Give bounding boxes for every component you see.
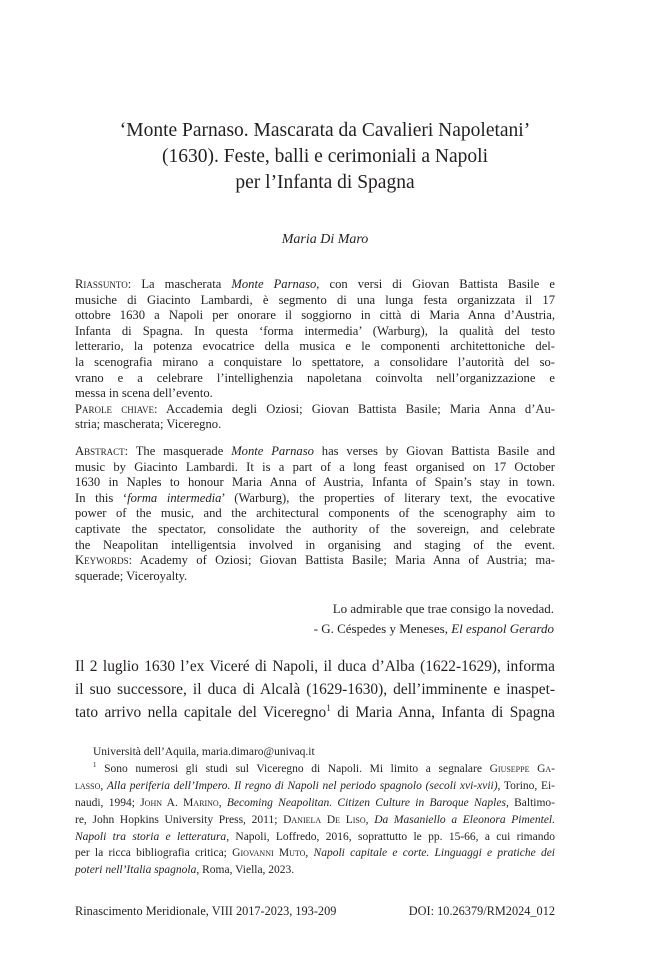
footnote-ref[interactable]: 1 <box>326 703 331 714</box>
riassunto-line: Riassunto: La mascherata Monte Parnaso, con versi di Giovan Battista Basile e <box>75 277 555 291</box>
riassunto-line: la scenografia mirano a conquistare lo spettatore, a consolidare l’autorità del so- <box>75 354 555 369</box>
riassunto-line: vrano e a celebrare l’intellighenzia napoletana coinvolta nell’organizzazione e <box>75 370 555 385</box>
abstract-line: 1630 in Naples to honour Maria Anna of Austria, Infanta of Spain’s stay in town. <box>75 475 555 490</box>
keywords-line: Keywords: Academy of Oziosi; Giovan Battista Basile; Maria Anna of Austria; ma- <box>75 553 555 568</box>
epigraph <box>314 599 554 639</box>
title-line: per l’Infanta di Spagna <box>235 172 415 193</box>
article-title <box>60 118 590 196</box>
footnote-line: lasso, Alla periferia dell’Impero. Il regno di Napoli nel periodo spagnolo (secoli xvi-xvii), Torino, Ei- <box>75 779 555 792</box>
parole-chiave-line: stria; mascherata; Viceregno. <box>75 417 222 432</box>
abstract-line: Abstract: The masquerade Monte Parnaso has verses by Giovan Battista Basile and <box>75 444 555 458</box>
body-line: il suo successore, il duca di Alcalà (1629-1630), dell’imminente e inaspet- <box>75 681 555 699</box>
riassunto-label: Riassunto <box>75 277 128 291</box>
journal-citation: Rinascimento Meridionale, VIII 2017-2023, 193-209 <box>75 904 337 918</box>
footnote-line: $^1$ Sono numerosi gli studi sul Viceregno di Napoli. Mi limito a segnalare Giuseppe Ga- <box>93 762 556 775</box>
abstract-block <box>75 444 555 584</box>
footnote-line: poteri nell’Italia spagnola, Roma, Viella, 2023. <box>75 864 295 877</box>
riassunto-line: Infanta di Spagna. In questa ‘forma intermedia’ (Warburg), la qualità del testo <box>75 323 555 338</box>
footnote-line: naudi, 1994; John A. Marino, Becoming Neapolitan. Citizen Culture in Baroque Naples, Baltimo- <box>75 796 556 809</box>
abstract-line: power of the music, and the architectural components of the scenography aim to <box>75 506 555 521</box>
title-line: ‘Monte Parnaso. Mascarata da Cavalieri Napoletani’ <box>119 120 531 141</box>
body-line: Il 2 luglio 1630 l’ex Viceré di Napoli, il duca d’Alba (1622-1629), informa <box>75 658 555 675</box>
body-line: tato arrivo nella capitale del Viceregno$^1$ di Maria Anna, Infanta di Spagna <box>75 703 555 722</box>
riassunto-line: musiche di Giacinto Lambardi, è segmento di una lunga festa organizzata il 17 <box>75 292 555 307</box>
epigraph-quote: Lo admirable que trae consigo la novedad. <box>332 601 554 616</box>
abstract-line: captivate the spectator, consolidate the authority of the sovereign, and celebrate <box>75 521 555 536</box>
affiliation-note: Università dell’Aquila, maria.dimaro@univaq.it <box>93 746 315 758</box>
footnote-line: Napoli tra storia e letteratura, Napoli, Loffredo, 2016, soprattutto le pp. 15-66, a cui rimando <box>75 830 555 843</box>
title-line: (1630). Feste, balli e cerimoniali a Napoli <box>162 146 488 167</box>
riassunto-line: messa in scena dell’evento. <box>75 386 213 401</box>
abstract-line: the Neapolitan intelligentsia involved in organising and staging of the event. <box>75 537 555 552</box>
parole-chiave-label: Parole chiave <box>75 401 155 416</box>
riassunto-block <box>75 277 555 433</box>
abstract-line: In this ‘forma intermedia’ (Warburg), the properties of literary text, the evocative <box>75 490 555 505</box>
abstract-line: music by Giacinto Lambardi. It is a part of a long feast organised on 17 October <box>75 459 555 474</box>
riassunto-line: letterario, la potenza evocatrice della musica e le componenti architettoniche del- <box>75 339 555 354</box>
epigraph-attribution: - G. Céspedes y Meneses, El espanol Gerardo <box>313 621 554 636</box>
author-name: Maria Di Maro <box>281 232 369 247</box>
parole-chiave-line: Parole chiave: Accademia degli Oziosi; Giovan Battista Basile; Maria Anna d’Au- <box>75 401 555 416</box>
keywords-label: Keywords <box>75 553 129 568</box>
body-text <box>75 655 555 725</box>
footnote-line: re, John Hopkins University Press, 2011; Daniela De Liso, Da Masaniello a Eleonora Pimentel. <box>75 813 556 826</box>
footnote-number: 1 <box>93 762 97 770</box>
abstract-label: Abstract <box>75 444 125 458</box>
doi-link[interactable]: DOI: 10.26379/RM2024_012 <box>408 904 555 918</box>
keywords-line: squerade; Viceroyalty. <box>75 568 188 583</box>
footnote-line: per la ricca bibliografia critica; Giovanni Muto, Napoli capitale e corte. Linguaggi e pratiche dei <box>75 847 555 860</box>
footnotes <box>75 744 555 879</box>
riassunto-line: ottobre 1630 a Napoli per onorare il soggiorno in città di Maria Anna d’Austria, <box>75 308 555 323</box>
